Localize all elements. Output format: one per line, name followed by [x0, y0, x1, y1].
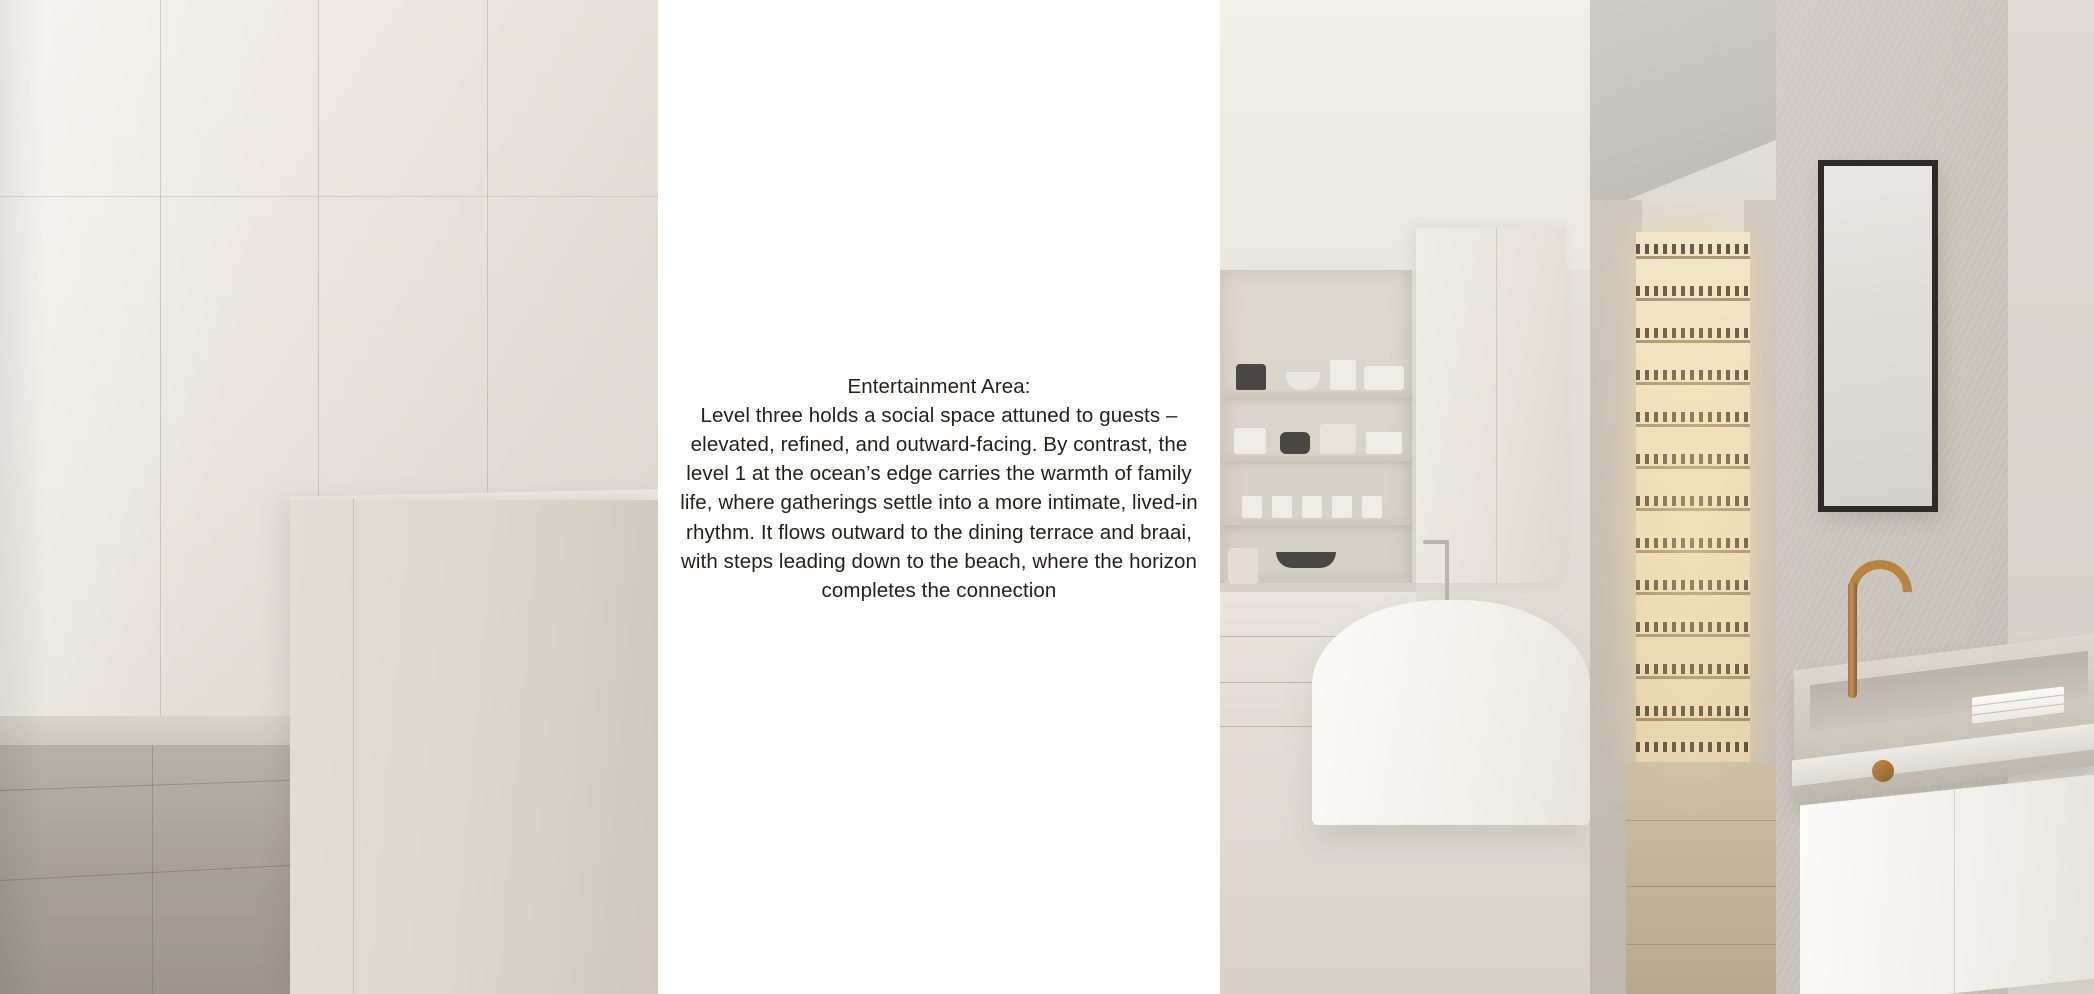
kitchen-shelf [1224, 392, 1410, 397]
plaster-island [290, 500, 658, 994]
wine-rack-shelf [1636, 508, 1750, 511]
brass-tap-body [1848, 582, 1857, 698]
brass-tap-handle [1872, 760, 1894, 782]
shelf-canister [1234, 428, 1266, 454]
caption-title: Entertainment Area: [847, 375, 1031, 398]
panel-wine-wall [1590, 0, 1776, 994]
shelf-dish [1366, 432, 1402, 454]
floor-board-line [1626, 944, 1776, 945]
floor-joint [152, 745, 153, 994]
shelf-cup [1242, 496, 1262, 518]
kitchen-shelf [1224, 520, 1410, 525]
cabinet-joint [1496, 228, 1497, 583]
island-corner-edge [353, 498, 354, 994]
kitchen-countertop [1220, 583, 1416, 592]
shelf-tray [1276, 552, 1336, 568]
wine-rack-shelf [1636, 424, 1750, 427]
caption-body: Level three holds a social space attuned to guests – elevated, refined, and outward-facing. By contrast, the level 1 at the ocean’s edge carries the warmth of family life, where gatherings settle into a more intimate, lived-in rhythm. It flows outward to the dining terrace and braai, with steps leading down to the beach, where the horizon completes the connection [680, 404, 1198, 602]
joinery-seam [160, 0, 161, 745]
wine-bottle-row [1636, 454, 1750, 464]
joinery-seam-horizontal [0, 196, 658, 197]
wine-rack-shelf [1636, 718, 1750, 721]
kitchen-shelf [1224, 456, 1410, 461]
shelf-pot [1280, 432, 1310, 454]
wine-bottle-row [1636, 496, 1750, 506]
wine-bottle-row [1636, 742, 1750, 752]
floor-board-line [1626, 820, 1776, 821]
wine-bottle-row [1636, 706, 1750, 716]
wine-rack-shelf [1636, 466, 1750, 469]
wine-rack-shelf [1636, 256, 1750, 259]
shelf-container [1320, 424, 1356, 454]
wine-rack-shelf [1636, 382, 1750, 385]
shelf-cup [1272, 496, 1292, 518]
shelf-plates [1364, 366, 1404, 390]
wine-bottle-row [1636, 244, 1750, 254]
wine-bottle-row [1636, 580, 1750, 590]
island-tap [1445, 540, 1449, 606]
shelf-kettle [1236, 364, 1266, 390]
shelf-cup [1302, 496, 1322, 518]
wine-bottle-row [1636, 412, 1750, 422]
caption-block [675, 372, 1203, 605]
vanity-cabinet-joint [1954, 790, 1955, 994]
vanity-cabinet [1800, 775, 2094, 994]
counter-appliance [1228, 548, 1258, 584]
panel-joinery [0, 0, 658, 994]
wine-rack-shelf [1636, 676, 1750, 679]
wine-rack-shelf [1636, 298, 1750, 301]
framed-mirror [1818, 160, 1938, 512]
tall-cabinet [1416, 228, 1566, 583]
wine-bottle-row [1636, 328, 1750, 338]
wine-bottle-row [1636, 538, 1750, 548]
wine-rack-shelf [1636, 550, 1750, 553]
shelf-jar [1330, 360, 1356, 390]
wine-bottle-row [1636, 622, 1750, 632]
panel-bathroom [1776, 0, 2094, 994]
shelf-cup [1332, 496, 1352, 518]
panel-kitchen [1220, 0, 1590, 994]
timber-floor [1626, 762, 1776, 994]
wine-bottle-row [1636, 286, 1750, 296]
panel-text [658, 0, 1220, 994]
wine-rack-shelf [1636, 340, 1750, 343]
floor-board-line [1626, 886, 1776, 887]
wine-bottle-row [1636, 370, 1750, 380]
wine-bottle-row [1636, 664, 1750, 674]
wine-rack-shelf [1636, 592, 1750, 595]
curved-island [1312, 600, 1590, 825]
wine-rack-shelf [1636, 634, 1750, 637]
shelf-cup [1362, 496, 1382, 518]
mirror-glass [1824, 166, 1932, 506]
